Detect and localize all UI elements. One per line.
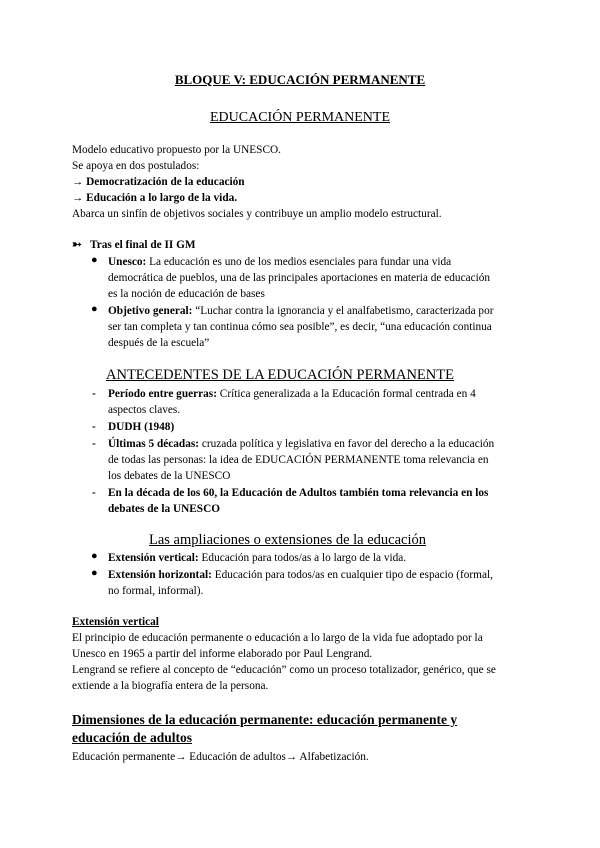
antecedente-item bbox=[108, 436, 494, 452]
iigm-heading: Tras el final de II GM bbox=[90, 239, 196, 251]
paragraph-line: Lengrand se refiere al concepto de “educación” como un proceso totalizador, genérico, que se bbox=[72, 664, 496, 676]
paragraph-line: extiende a la biografía entera de la persona. bbox=[72, 680, 269, 692]
antecedente-line: los debates de la UNESCO bbox=[108, 470, 231, 482]
dash-icon: - bbox=[92, 421, 96, 433]
extension-line: no formal, informal). bbox=[108, 585, 204, 597]
dash-icon: - bbox=[92, 487, 96, 499]
dash-icon: - bbox=[92, 388, 96, 400]
bullet-icon: ● bbox=[91, 254, 98, 266]
paragraph-line: El principio de educación permanente o educación a lo largo de la vida fue adoptado por la bbox=[72, 632, 483, 644]
antecedente-label: DUDH (1948) bbox=[108, 421, 175, 433]
extension-vertical-heading: Extensión vertical bbox=[72, 616, 159, 628]
postulado-democratizacion: → Democratización de la educación bbox=[72, 176, 245, 188]
dimensiones-heading: Dimensiones de la educación permanente: educación permanente y bbox=[72, 712, 458, 727]
intro-line: Se apoya en dos postulados: bbox=[72, 160, 200, 172]
arrow-bullet-icon: ➳ bbox=[72, 239, 82, 251]
antecedente-line: de todas las personas: la idea de EDUCACIÓN PERMANENTE toma relevancia en bbox=[108, 454, 489, 466]
document-title: BLOQUE V: EDUCACIÓN PERMANENTE bbox=[174, 72, 426, 87]
antecedente-line: debates de la UNESCO bbox=[108, 503, 221, 515]
extension-item bbox=[108, 550, 406, 566]
unesco-line: democrática de pueblos, una de las principales aportaciones en materia de educación bbox=[108, 272, 491, 284]
unesco-label: Unesco: bbox=[108, 256, 147, 268]
intro-line: Abarca un sinfín de objetivos sociales y contribuye un amplio modelo estructural. bbox=[72, 208, 442, 220]
objetivo-line bbox=[108, 303, 493, 319]
paragraph-line: Unesco en 1965 a partir del informe elaborado por Paul Lengrand. bbox=[72, 648, 373, 660]
antecedente-label: Período entre guerras: bbox=[108, 388, 217, 400]
antecedente-text: cruzada política y legislativa en favor del derecho a la educación bbox=[201, 438, 495, 450]
bullet-icon: ● bbox=[91, 550, 98, 562]
extension-text: Educación para todos/as a lo largo de la vida. bbox=[201, 552, 407, 564]
dash-icon: - bbox=[92, 438, 96, 450]
objetivo-text: “Luchar contra la ignorancia y el analfabetismo, caracterizada por bbox=[195, 305, 494, 317]
intro-line: Modelo educativo propuesto por la UNESCO. bbox=[72, 144, 281, 156]
extension-label: Extensión vertical: bbox=[108, 552, 199, 564]
antecedente-label: Últimas 5 décadas: bbox=[108, 438, 199, 450]
extension-label: Extensión horizontal: bbox=[108, 569, 212, 581]
bullet-icon: ● bbox=[91, 303, 98, 315]
extension-text: Educación para todos/as en cualquier tipo de espacio (formal, bbox=[214, 569, 493, 581]
objetivo-line: después de la escuela” bbox=[108, 337, 210, 349]
objetivo-line: ser tan completa y tan continua cómo sea posible”, es decir, “una educación continua bbox=[108, 321, 492, 333]
antecedente-line: aspectos claves. bbox=[108, 404, 181, 416]
dimensiones-heading: educación de adultos bbox=[72, 730, 193, 745]
paragraph-line: Educación permanente→ Educación de adultos→ Alfabetización. bbox=[72, 751, 369, 763]
bullet-icon: ● bbox=[91, 567, 98, 579]
unesco-text: La educación es uno de los medios esenciales para fundar una vida bbox=[149, 256, 452, 268]
objetivo-label: Objetivo general: bbox=[108, 305, 193, 317]
section-subtitle: EDUCACIÓN PERMANENTE bbox=[209, 110, 391, 125]
ampliaciones-heading: Las ampliaciones o extensiones de la educación bbox=[149, 532, 427, 548]
postulado-largo-vida: → Educación a lo largo de la vida. bbox=[72, 192, 238, 204]
antecedentes-heading: ANTECEDENTES DE LA EDUCACIÓN PERMANENTE bbox=[106, 367, 454, 383]
unesco-line bbox=[108, 254, 528, 270]
extension-item bbox=[108, 567, 493, 583]
antecedente-item bbox=[108, 386, 476, 402]
antecedente-line: En la década de los 60, la Educación de Adultos también toma relevancia en los bbox=[108, 487, 489, 499]
antecedente-text: Crítica generalizada a la Educación formal centrada en 4 bbox=[219, 388, 476, 400]
unesco-line: es la noción de educación de bases bbox=[108, 288, 265, 300]
